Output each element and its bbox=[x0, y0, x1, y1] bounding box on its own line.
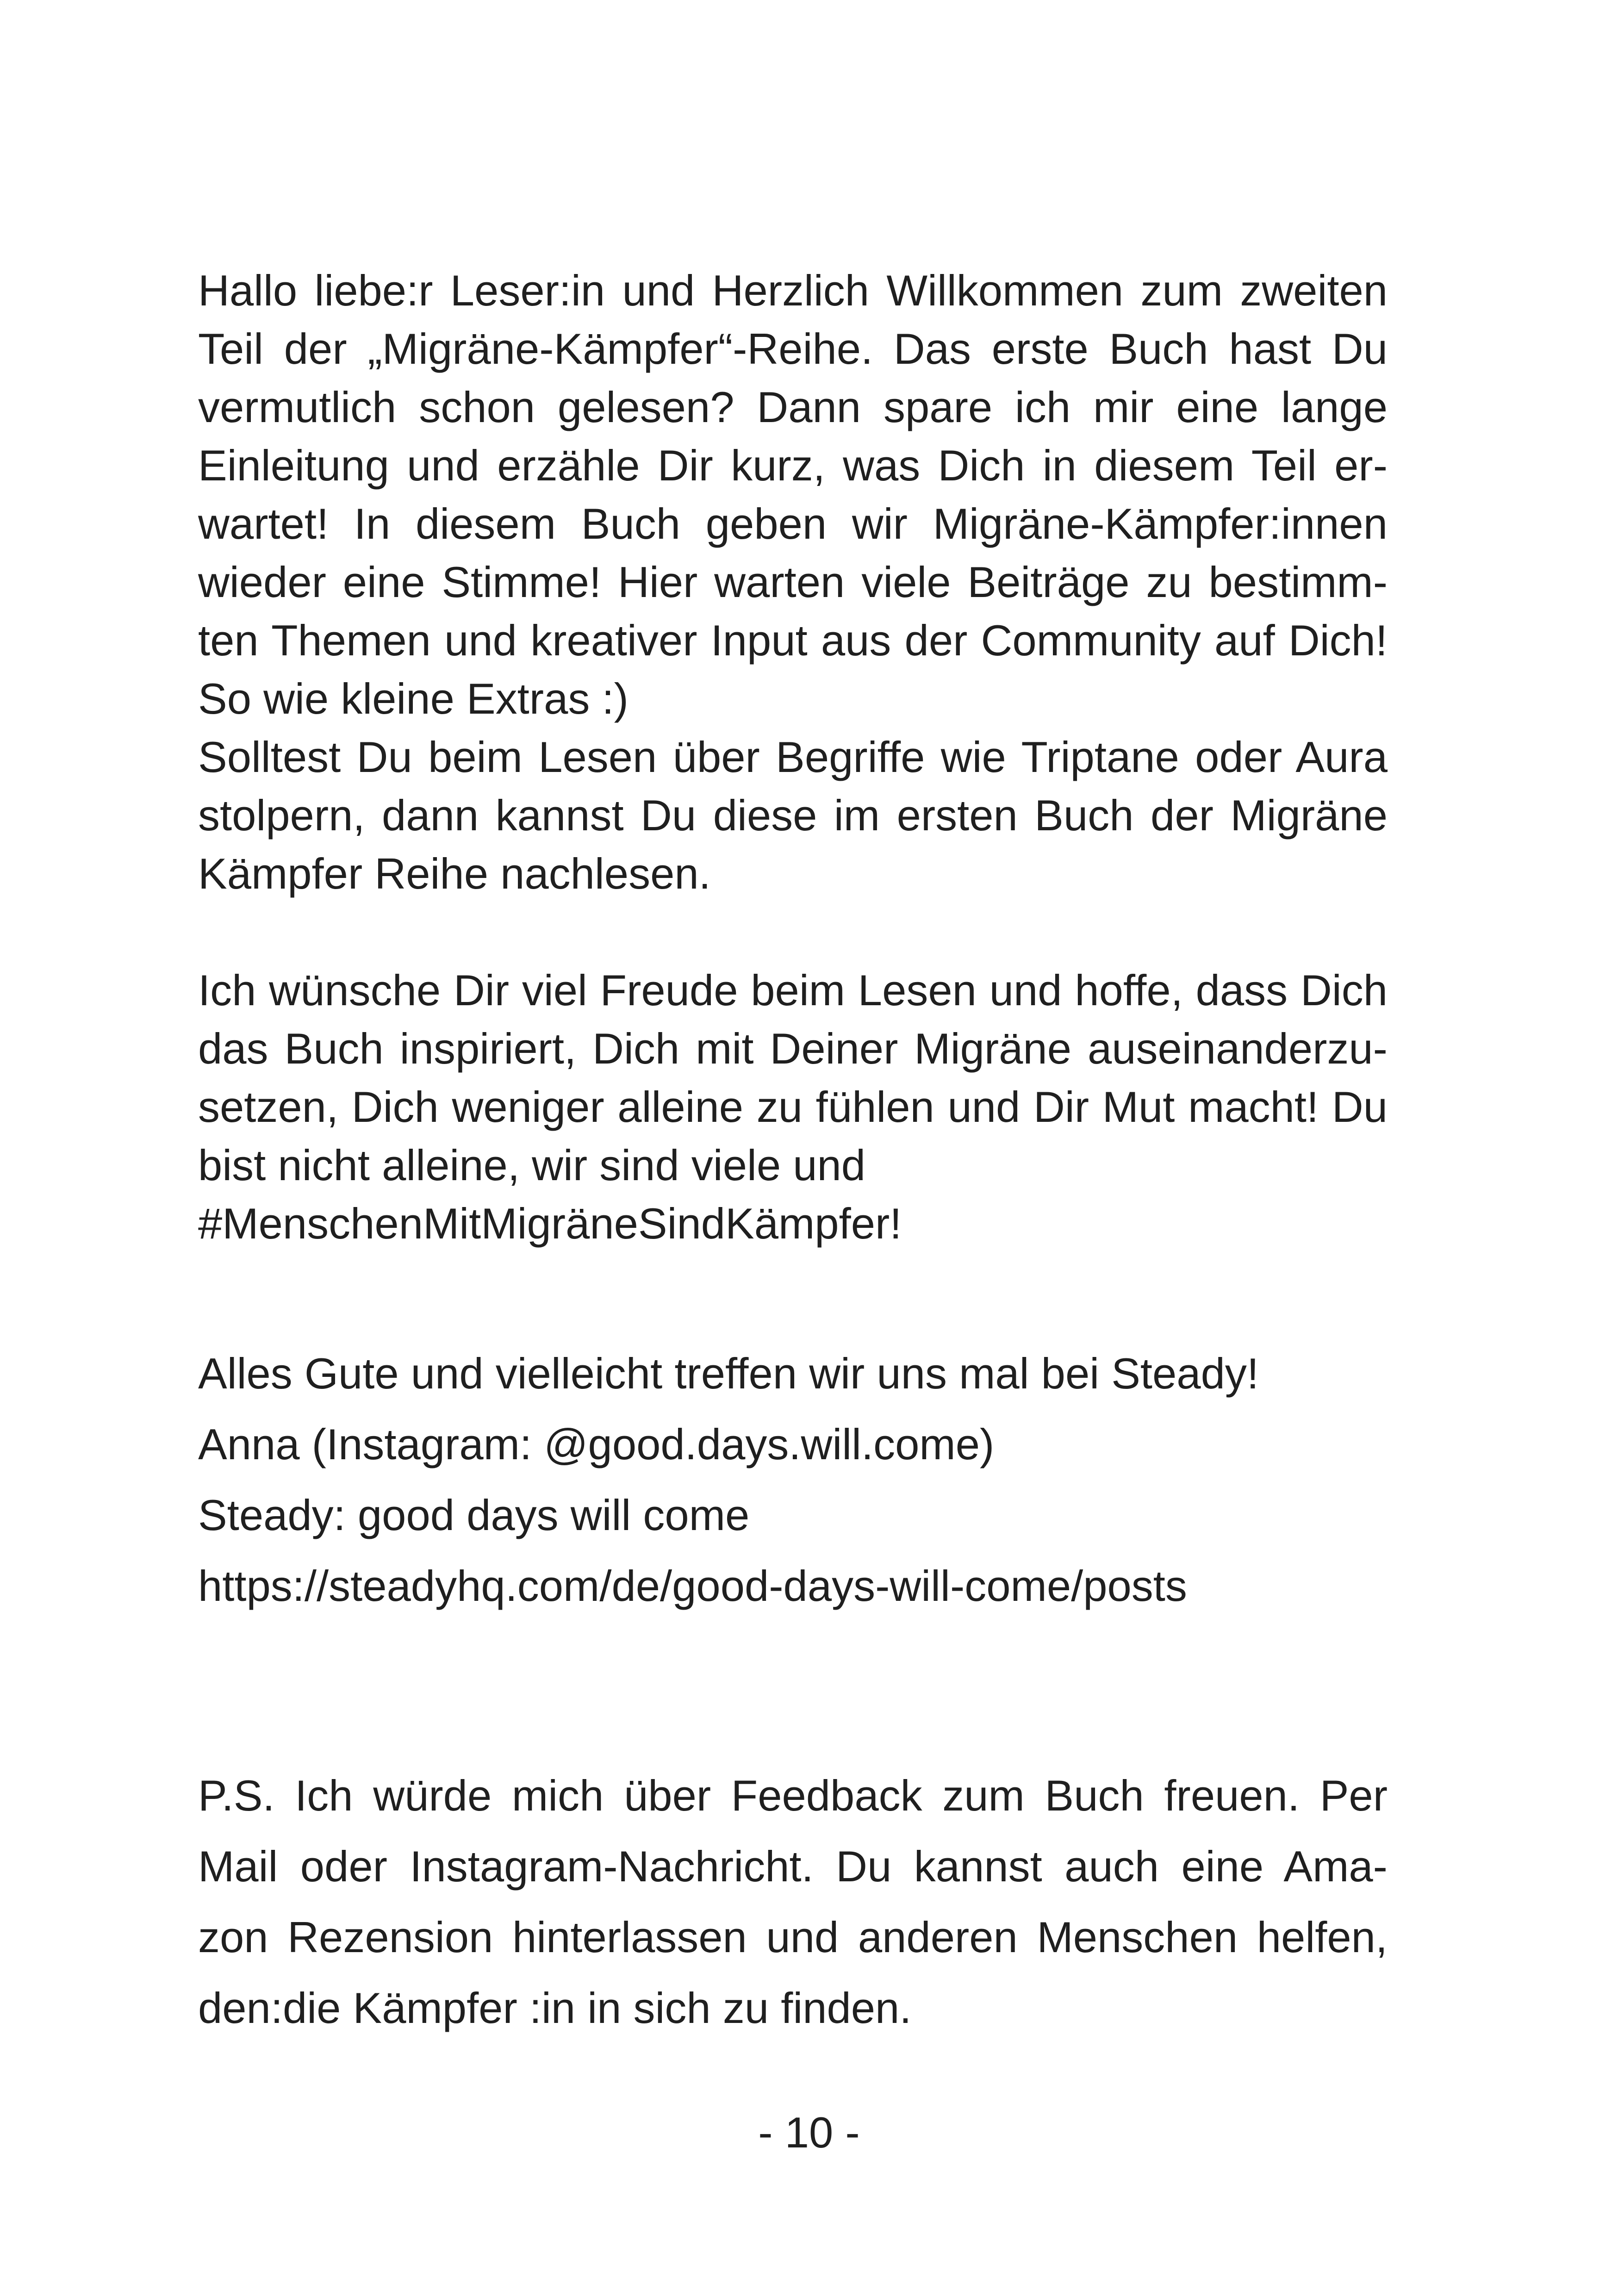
text-line: P.S. Ich würde mich über Feedback zum Buch freuen. Per bbox=[198, 1771, 1388, 1820]
author-instagram: Anna (Instagram: @good.days.will.come) bbox=[198, 1420, 995, 1468]
intro-paragraph bbox=[198, 261, 1388, 903]
text-line: Teil der „Migräne-Kämpfer“-Reihe. Das erste Buch hast Du bbox=[198, 324, 1388, 373]
text-line: den:die Kämpfer :in in sich zu finden. bbox=[198, 1984, 912, 2032]
text-line: Einleitung und erzähle Dir kurz, was Dich in diesem Teil er- bbox=[198, 441, 1388, 490]
text-line: wieder eine Stimme! Hier warten viele Beiträge zu bestimm- bbox=[198, 558, 1388, 606]
text-line: Kämpfer Reihe nachlesen. bbox=[198, 849, 711, 898]
text-line: das Buch inspiriert, Dich mit Deiner Migräne auseinanderzu- bbox=[198, 1024, 1388, 1073]
closing-greeting: Alles Gute und vielleicht treffen wir uns mal bei Steady! bbox=[198, 1349, 1259, 1398]
wishes-paragraph bbox=[198, 961, 1388, 1253]
signoff-block bbox=[198, 1338, 1388, 1621]
text-line: wartet! In diesem Buch geben wir Migräne-Kämpfer:innen bbox=[198, 499, 1388, 548]
page-number: - 10 - bbox=[758, 2108, 860, 2157]
steady-name: Steady: good days will come bbox=[198, 1491, 750, 1539]
text-line: stolpern, dann kannst Du diese im ersten Buch der Migräne bbox=[198, 791, 1388, 840]
postscript-paragraph bbox=[198, 1760, 1388, 2043]
steady-url: https://steadyhq.com/de/good-days-will-come/posts bbox=[198, 1562, 1187, 1610]
text-line: setzen, Dich weniger alleine zu fühlen und Dir Mut macht! Du bbox=[198, 1083, 1388, 1131]
text-line: zon Rezension hinterlassen und anderen Menschen helfen, bbox=[198, 1913, 1388, 1961]
hashtag: #MenschenMitMigräneSindKämpfer! bbox=[198, 1199, 902, 1248]
text-line: Mail oder Instagram-Nachricht. Du kannst auch eine Ama- bbox=[198, 1842, 1388, 1891]
page-content bbox=[198, 261, 1388, 2043]
text-line: vermutlich schon gelesen? Dann spare ich mir eine lange bbox=[198, 383, 1388, 431]
text-line: Hallo liebe:r Leser:in und Herzlich Willkommen zum zweiten bbox=[198, 266, 1388, 315]
text-line: Ich wünsche Dir viel Freude beim Lesen und hoffe, dass Dich bbox=[198, 966, 1388, 1014]
text-line: So wie kleine Extras :) bbox=[198, 674, 629, 723]
text-line: Solltest Du beim Lesen über Begriffe wie Triptane oder Aura bbox=[198, 733, 1388, 781]
text-line: bist nicht alleine, wir sind viele und bbox=[198, 1141, 866, 1189]
text-line: ten Themen und kreativer Input aus der Community auf Dich! bbox=[198, 616, 1388, 665]
